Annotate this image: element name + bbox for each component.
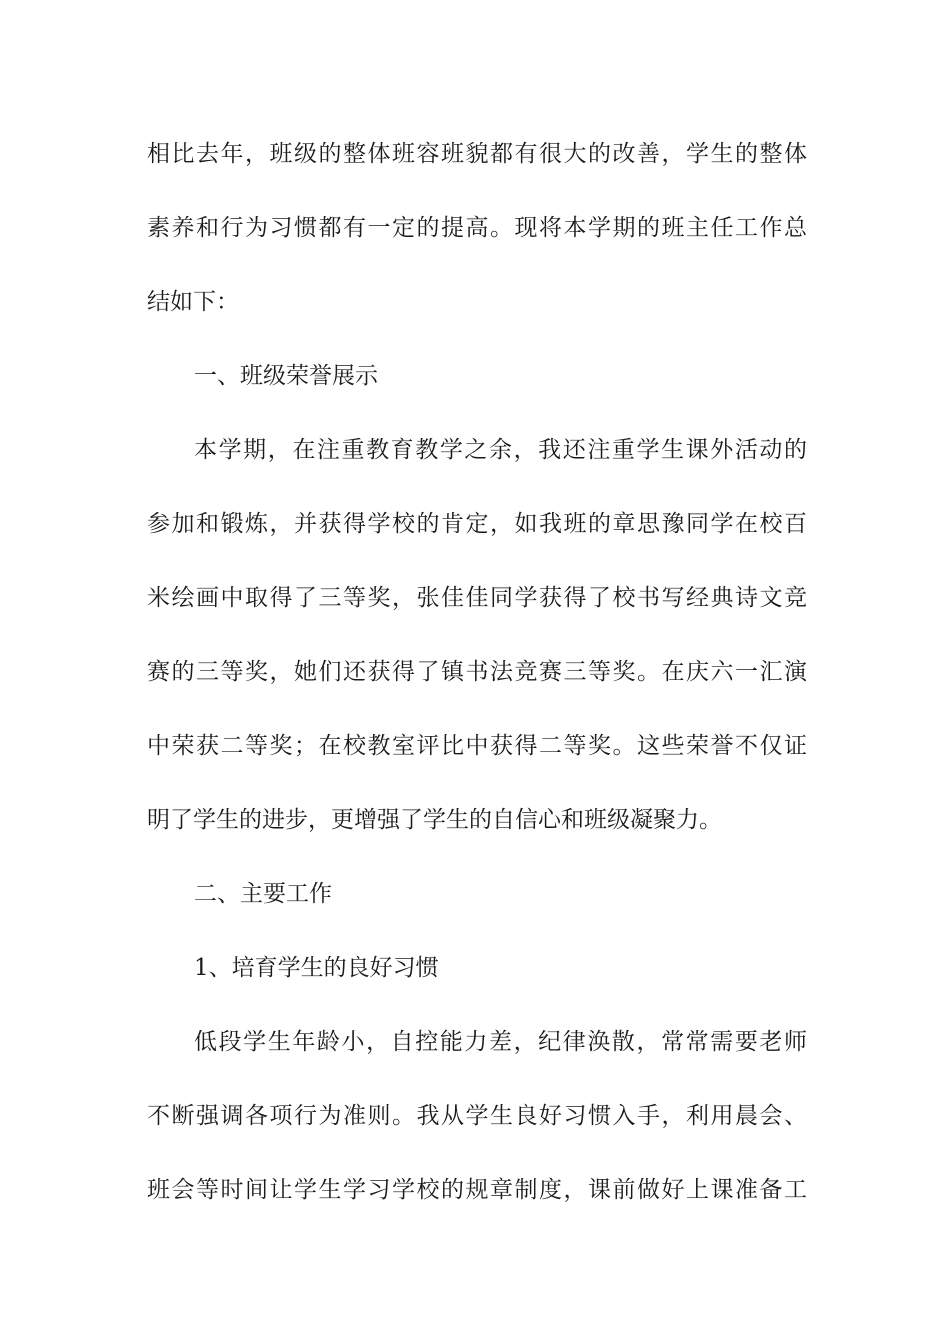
section-heading: 二、主要工作 [194, 881, 332, 907]
body-text-line: 低段学生年龄小，自控能力差，纪律涣散，常常需要老师 [194, 1029, 807, 1055]
body-text-line: 赛的三等奖，她们还获得了镇书法竞赛三等奖。在庆六一汇演 [147, 659, 807, 685]
body-text-line: 明了学生的进步，更增强了学生的自信心和班级凝聚力。 [147, 807, 722, 833]
body-text-line: 参加和锻炼，并获得学校的肯定，如我班的章思豫同学在校百 [147, 511, 807, 537]
subsection-heading: 1、培育学生的良好习惯 [194, 955, 439, 981]
body-text-line: 素养和行为习惯都有一定的提高。现将本学期的班主任工作总 [147, 215, 807, 241]
body-text-line: 本学期，在注重教育教学之余，我还注重学生课外活动的 [194, 437, 807, 463]
section-heading: 一、班级荣誉展示 [194, 363, 378, 389]
body-text-line: 米绘画中取得了三等奖，张佳佳同学获得了校书写经典诗文竞 [147, 585, 807, 611]
body-text-line: 不断强调各项行为准则。我从学生良好习惯入手，利用晨会、 [147, 1103, 807, 1129]
body-text-line: 中荣获二等奖；在校教室评比中获得二等奖。这些荣誉不仅证 [147, 733, 807, 759]
body-text-line: 班会等时间让学生学习学校的规章制度，课前做好上课准备工 [147, 1177, 807, 1203]
body-text-line: 相比去年，班级的整体班容班貌都有很大的改善，学生的整体 [147, 141, 807, 167]
body-text-line: 结如下： [147, 289, 239, 315]
